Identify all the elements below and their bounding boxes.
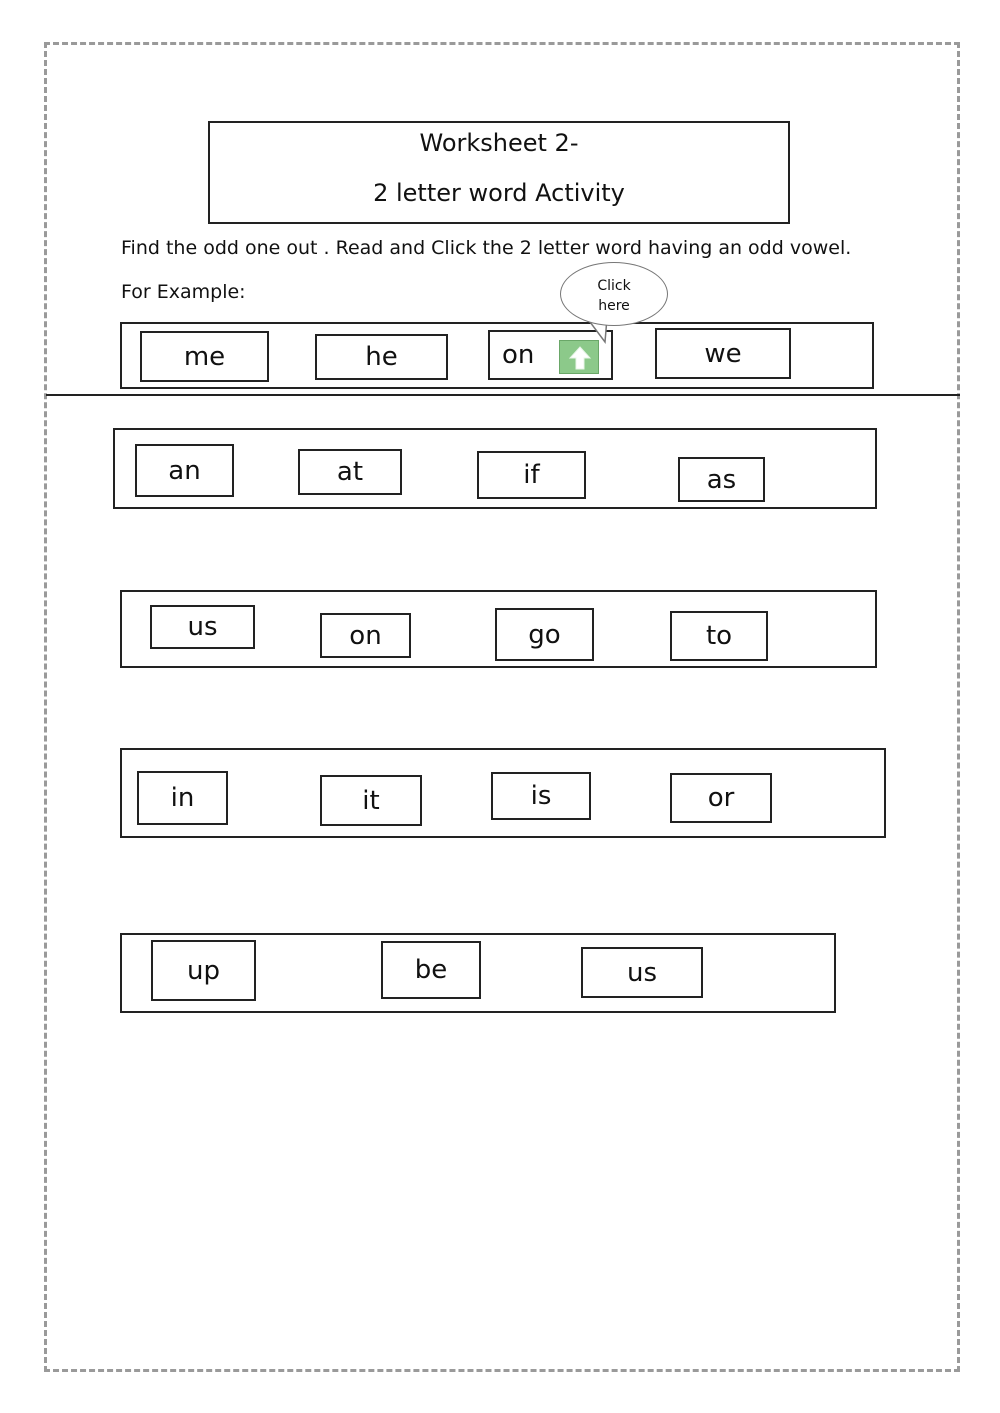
title-box bbox=[208, 121, 790, 224]
section-divider bbox=[46, 394, 960, 396]
word-label: if bbox=[523, 460, 540, 490]
word-label: or bbox=[707, 783, 735, 813]
word-label: us bbox=[626, 957, 658, 988]
word-label: an bbox=[168, 455, 201, 486]
click-arrow-button[interactable] bbox=[559, 340, 599, 374]
word-button[interactable] bbox=[135, 444, 234, 497]
word-label: on bbox=[502, 340, 535, 370]
word-label: he bbox=[365, 342, 398, 372]
activity-title: 2 letter word Activity bbox=[373, 179, 625, 207]
word-label: us bbox=[187, 612, 218, 642]
word-label: up bbox=[187, 955, 220, 986]
arrow-up-icon bbox=[560, 341, 600, 375]
word-button[interactable] bbox=[151, 940, 256, 1001]
word-button[interactable] bbox=[320, 613, 411, 658]
word-button[interactable] bbox=[477, 451, 586, 499]
word-label: we bbox=[704, 338, 742, 369]
word-button[interactable] bbox=[495, 608, 594, 661]
callout-line-2: here bbox=[598, 298, 630, 314]
word-label: as bbox=[706, 464, 737, 495]
word-button[interactable] bbox=[678, 457, 765, 502]
word-button[interactable] bbox=[670, 611, 768, 661]
example-label: For Example: bbox=[121, 281, 246, 303]
instructions: Find the odd one out . Read and Click the 2 letter word having an odd vowel. bbox=[121, 237, 852, 259]
worksheet-title: Worksheet 2- bbox=[419, 129, 579, 157]
example-word-we[interactable] bbox=[655, 328, 791, 379]
word-button[interactable] bbox=[670, 773, 772, 823]
word-button[interactable] bbox=[320, 775, 422, 826]
word-button[interactable] bbox=[150, 605, 255, 649]
word-button[interactable] bbox=[137, 771, 228, 825]
word-label: be bbox=[414, 955, 448, 985]
callout-line-1: Click bbox=[597, 278, 631, 294]
word-label: on bbox=[349, 620, 382, 651]
word-button[interactable] bbox=[581, 947, 703, 998]
word-label: is bbox=[530, 781, 552, 811]
word-label: me bbox=[183, 341, 226, 372]
word-button[interactable] bbox=[381, 941, 481, 999]
word-label: at bbox=[336, 457, 364, 487]
word-label: in bbox=[170, 783, 195, 813]
word-button[interactable] bbox=[491, 772, 591, 820]
word-label: it bbox=[362, 785, 380, 816]
word-label: go bbox=[528, 619, 561, 650]
word-button[interactable] bbox=[298, 449, 402, 495]
example-word-me[interactable] bbox=[140, 331, 269, 382]
click-here-callout bbox=[560, 262, 668, 326]
example-word-he[interactable] bbox=[315, 334, 448, 380]
word-label: to bbox=[705, 621, 733, 651]
